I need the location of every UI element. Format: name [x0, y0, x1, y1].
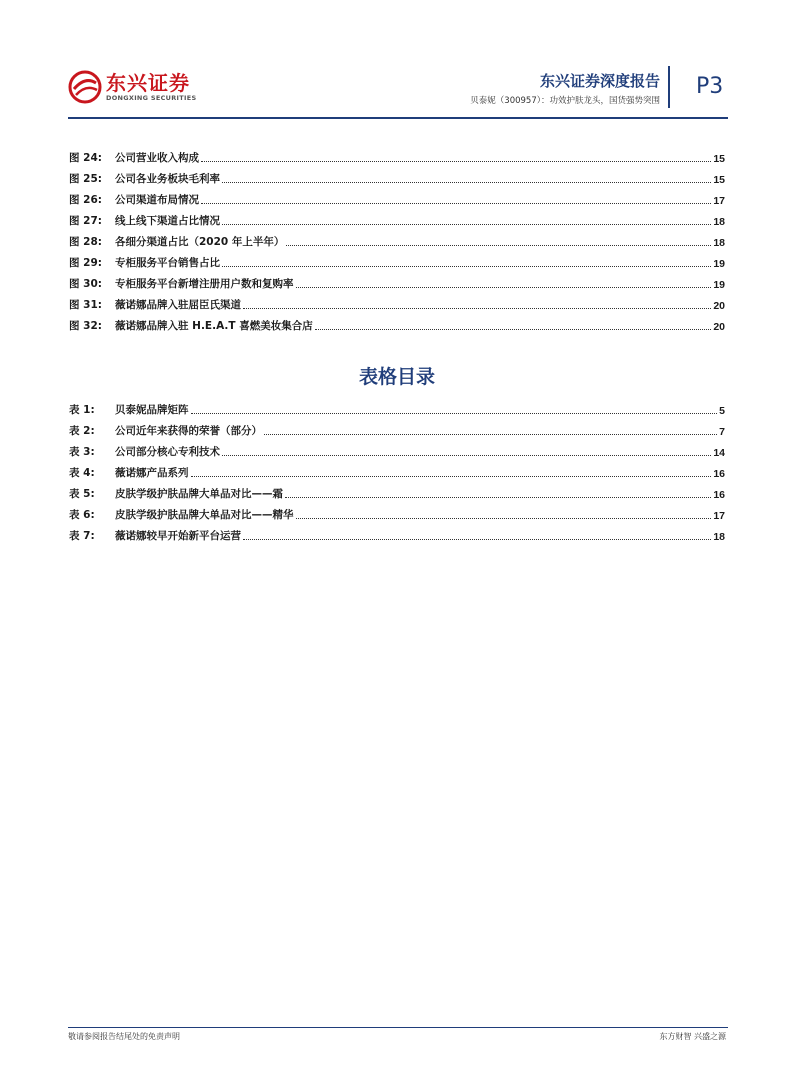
toc-entry-page: 17 — [713, 510, 725, 522]
toc-dot-leader — [243, 308, 711, 309]
toc-entry-page: 18 — [713, 216, 725, 228]
toc-entry-title: 公司营业收入构成 — [115, 152, 199, 164]
toc-entry-title: 公司渠道布局情况 — [115, 194, 199, 206]
toc-entry-page: 19 — [713, 258, 725, 270]
table-toc-row[interactable] — [69, 417, 725, 438]
figure-toc-row[interactable] — [69, 186, 725, 207]
toc-entry-page: 17 — [713, 195, 725, 207]
toc-entry-label: 图 24: — [69, 152, 102, 164]
dongxing-logo-icon — [68, 70, 102, 104]
toc-entry-label: 表 4: — [69, 467, 95, 479]
toc-entry-label: 表 6: — [69, 509, 95, 521]
toc-entry-page: 15 — [713, 174, 725, 186]
toc-dot-leader — [285, 497, 711, 498]
toc-dot-leader — [222, 455, 711, 456]
figure-toc-row[interactable] — [69, 144, 725, 165]
header-divider — [668, 66, 670, 108]
figure-index-list — [69, 144, 725, 333]
figure-toc-row[interactable] — [69, 249, 725, 270]
header-rule — [68, 117, 728, 119]
toc-entry-label: 图 28: — [69, 236, 102, 248]
toc-entry-page: 18 — [713, 531, 725, 543]
toc-entry-title: 薇诺娜产品系列 — [115, 467, 189, 479]
page-header — [68, 64, 728, 116]
toc-entry-page: 5 — [719, 405, 725, 417]
toc-entry-page: 19 — [713, 279, 725, 291]
footer-rule — [68, 1027, 728, 1028]
toc-entry-page: 14 — [713, 447, 725, 459]
toc-entry-title: 薇诺娜品牌入驻 H.E.A.T 喜燃美妆集合店 — [115, 320, 313, 332]
toc-entry-label: 表 7: — [69, 530, 95, 542]
dongxing-logo — [68, 70, 196, 104]
toc-dot-leader — [243, 539, 711, 540]
toc-entry-page: 15 — [713, 153, 725, 165]
table-toc-row[interactable] — [69, 438, 725, 459]
toc-entry-title: 皮肤学级护肤品牌大单品对比——霜 — [115, 488, 283, 500]
toc-entry-title: 皮肤学级护肤品牌大单品对比——精华 — [115, 509, 294, 521]
toc-entry-label: 表 1: — [69, 404, 95, 416]
toc-entry-label: 表 2: — [69, 425, 95, 437]
toc-dot-leader — [222, 224, 711, 225]
toc-entry-title: 薇诺娜较早开始新平台运营 — [115, 530, 241, 542]
toc-dot-leader — [296, 518, 712, 519]
toc-dot-leader — [264, 434, 717, 435]
toc-entry-title: 公司部分核心专利技术 — [115, 446, 220, 458]
logo-chinese-name: 东兴证券 — [106, 71, 190, 95]
toc-entry-label: 图 27: — [69, 215, 102, 227]
page-number: P3 — [696, 74, 724, 99]
toc-entry-title: 公司近年来获得的荣誉（部分） — [115, 425, 262, 437]
toc-dot-leader — [222, 182, 711, 183]
toc-entry-title: 贝泰妮品牌矩阵 — [115, 404, 189, 416]
table-toc-row[interactable] — [69, 522, 725, 543]
toc-dot-leader — [191, 476, 712, 477]
toc-entry-title: 专柜服务平台销售占比 — [115, 257, 220, 269]
table-toc-row[interactable] — [69, 480, 725, 501]
toc-entry-title: 专柜服务平台新增注册用户数和复购率 — [115, 278, 294, 290]
figure-toc-row[interactable] — [69, 291, 725, 312]
table-toc-row[interactable] — [69, 501, 725, 522]
table-toc-row[interactable] — [69, 459, 725, 480]
toc-entry-title: 薇诺娜品牌入驻屈臣氏渠道 — [115, 299, 241, 311]
toc-entry-label: 图 29: — [69, 257, 102, 269]
toc-entry-label: 图 31: — [69, 299, 102, 311]
figure-toc-row[interactable] — [69, 165, 725, 186]
toc-entry-title: 各细分渠道占比（2020 年上半年） — [115, 236, 285, 248]
figure-toc-row[interactable] — [69, 312, 725, 333]
toc-entry-title: 线上线下渠道占比情况 — [115, 215, 220, 227]
toc-dot-leader — [191, 413, 718, 414]
figure-toc-row[interactable] — [69, 207, 725, 228]
toc-dot-leader — [201, 203, 711, 204]
figure-toc-row[interactable] — [69, 228, 725, 249]
toc-entry-label: 表 5: — [69, 488, 95, 500]
footer-disclaimer: 敬请参阅报告结尾处的免责声明 — [68, 1032, 180, 1041]
toc-dot-leader — [286, 245, 711, 246]
toc-entry-label: 表 3: — [69, 446, 95, 458]
toc-entry-page: 16 — [713, 489, 725, 501]
tables-section-title: 表格目录 — [358, 366, 435, 388]
toc-entry-page: 16 — [713, 468, 725, 480]
toc-entry-label: 图 25: — [69, 173, 102, 185]
toc-dot-leader — [222, 266, 711, 267]
logo-english-name: DONGXING SECURITIES — [106, 94, 197, 102]
table-toc-row[interactable] — [69, 396, 725, 417]
report-title: 东兴证券深度报告 — [539, 72, 660, 90]
toc-entry-page: 20 — [713, 321, 725, 333]
footer-slogan: 东方财智 兴盛之源 — [659, 1032, 726, 1041]
report-subtitle: 贝泰妮（300957）：功效护肤龙头，国货强势突围 — [470, 96, 660, 106]
toc-entry-page: 18 — [713, 237, 725, 249]
toc-entry-title: 公司各业务板块毛利率 — [115, 173, 220, 185]
toc-dot-leader — [201, 161, 711, 162]
table-index-list — [69, 396, 725, 543]
toc-entry-label: 图 32: — [69, 320, 102, 332]
toc-entry-label: 图 26: — [69, 194, 102, 206]
figure-toc-row[interactable] — [69, 270, 725, 291]
toc-dot-leader — [315, 329, 712, 330]
toc-entry-label: 图 30: — [69, 278, 102, 290]
toc-dot-leader — [296, 287, 712, 288]
toc-entry-page: 20 — [713, 300, 725, 312]
toc-entry-page: 7 — [719, 426, 725, 438]
